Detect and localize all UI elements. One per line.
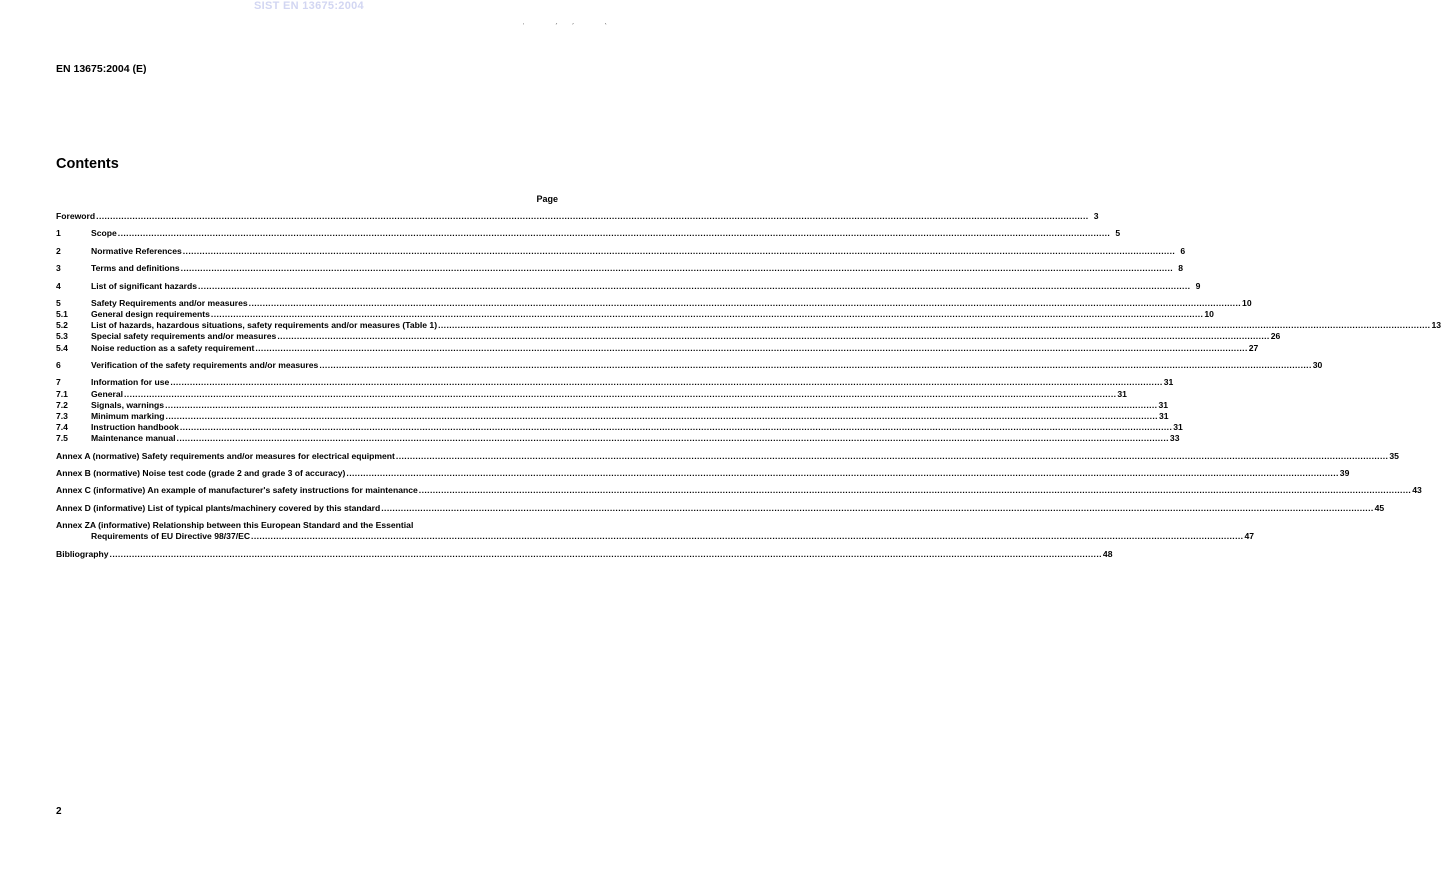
toc-group <box>56 297 1441 354</box>
toc-entry-title: Verification of the safety requirements and/or measures <box>91 360 319 370</box>
toc-entry-title: Normative References <box>91 245 182 256</box>
toc-entry[interactable] <box>56 360 1323 371</box>
toc-entry[interactable] <box>56 502 1385 514</box>
toc-group <box>56 228 1121 239</box>
toc-entry[interactable] <box>56 388 1127 400</box>
scan-specks: ˌ ˏˏ ˎ <box>522 16 622 25</box>
toc-group <box>56 245 1186 257</box>
toc-entry[interactable] <box>56 331 1281 342</box>
toc-entry-number: 5 <box>56 297 61 308</box>
toc-entry-title: Annex A (normative) Safety requirements and/or measures for electrical equipment <box>56 450 395 461</box>
toc-group <box>56 468 1350 479</box>
toc-entry-page: 6 <box>1180 245 1186 256</box>
toc-entry-page: 31 <box>1158 399 1169 410</box>
toc-entry[interactable] <box>56 399 1169 411</box>
toc-entry-number: 7.1 <box>56 388 68 399</box>
toc-entry-title: Information for use <box>91 377 170 388</box>
toc-entry-page: 10 <box>1204 309 1214 320</box>
toc-entry[interactable] <box>56 211 1099 222</box>
toc-entry-page: 39 <box>1339 468 1350 479</box>
toc-entry-page: 3 <box>1093 211 1099 221</box>
toc-leader-dots <box>251 531 1243 542</box>
toc-entry[interactable] <box>56 342 1259 354</box>
toc-entry-number: 7.5 <box>56 433 68 444</box>
toc-entry-title: Minimum marking <box>91 410 165 421</box>
toc-group <box>56 263 1184 274</box>
toc-entry[interactable] <box>56 410 1169 422</box>
toc-entry[interactable] <box>56 485 1422 496</box>
watermark: SIST EN 13675:2004 <box>254 0 364 12</box>
toc-entry-number: 4 <box>56 280 61 291</box>
toc-group <box>56 280 1201 292</box>
toc-leader-dots <box>211 309 1203 320</box>
toc-entry-number: 3 <box>56 263 61 274</box>
toc-entry-page: 30 <box>1312 360 1323 370</box>
toc-leader-dots <box>255 343 1247 354</box>
toc-entry-number: 1 <box>56 228 61 239</box>
toc-entry-number: 5.3 <box>56 331 68 342</box>
toc-entry-page: 13 <box>1431 320 1441 331</box>
toc-entry-page: 31 <box>1163 377 1174 388</box>
toc-leader-dots <box>419 485 1411 496</box>
toc-entry-title: Foreword <box>56 211 96 221</box>
toc-leader-dots <box>166 411 1158 422</box>
toc-leader-dots <box>124 389 1116 400</box>
toc-leader-dots <box>110 549 1102 560</box>
toc-entry-title: Instruction handbook <box>91 422 179 433</box>
toc-entry-title: Annex B (normative) Noise test code (grade 2 and grade 3 of accuracy) <box>56 468 346 479</box>
toc-entry[interactable] <box>56 228 1121 239</box>
toc-leader-dots <box>183 246 1175 257</box>
toc-entry[interactable] <box>56 468 1350 479</box>
toc-group <box>56 485 1422 496</box>
toc-entry-number: 7.4 <box>56 422 68 433</box>
toc-leader-dots <box>181 263 1173 274</box>
toc-leader-dots <box>198 281 1190 292</box>
toc-entry-title: Special safety requirements and/or measures <box>91 331 277 342</box>
toc-leader-dots <box>438 320 1430 331</box>
toc-entry-number: 5.4 <box>56 342 68 353</box>
toc-leader-dots <box>319 360 1311 371</box>
toc-entry-title: Annex D (informative) List of typical plants/machinery covered by this standard <box>56 502 381 513</box>
toc-entry-title: Signals, warnings <box>91 399 165 410</box>
toc-group <box>56 360 1323 371</box>
toc-entry-page: 45 <box>1374 502 1385 513</box>
toc-entry-number: 7 <box>56 377 61 388</box>
toc-entry-annex-za-line2[interactable] <box>56 531 1254 542</box>
toc-entry-number: 7.3 <box>56 410 68 421</box>
toc-entry[interactable] <box>56 245 1186 257</box>
toc-entry-page: 43 <box>1412 485 1422 496</box>
contents-title: Contents <box>56 156 119 172</box>
toc-leader-dots <box>180 422 1172 433</box>
toc-entry-title: Terms and definitions <box>91 263 180 274</box>
toc-leader-dots <box>277 331 1269 342</box>
toc-entry-number: 5.2 <box>56 320 68 331</box>
toc-group <box>56 211 1099 222</box>
toc-entry[interactable] <box>56 320 1441 331</box>
toc-entry[interactable] <box>56 297 1252 309</box>
toc-group <box>56 502 1385 514</box>
toc-entry-page: 48 <box>1102 548 1113 559</box>
toc-entry-title: Scope <box>91 228 117 239</box>
toc-entry-page: 10 <box>1242 297 1252 308</box>
toc-entry-number: 5.1 <box>56 309 68 320</box>
toc-entry-title: Noise reduction as a safety requirement <box>91 342 255 353</box>
page-column-header: Page <box>536 194 558 204</box>
toc-group <box>56 450 1399 462</box>
toc-group <box>56 377 1183 444</box>
toc-entry-number: 2 <box>56 245 61 256</box>
toc-entry-page: 31 <box>1158 410 1169 421</box>
toc-entry-page: 31 <box>1117 388 1127 399</box>
toc-leader-dots <box>177 433 1169 444</box>
toc-entry[interactable] <box>56 263 1184 274</box>
toc-entry-page: 8 <box>1178 263 1184 274</box>
toc-leader-dots <box>396 451 1388 462</box>
toc-entry-title: Annex C (informative) An example of manufacturer's safety instructions for maintenance <box>56 485 418 496</box>
toc-entry-title: General design requirements <box>91 309 210 320</box>
toc-entry-page: 27 <box>1248 342 1259 353</box>
toc-entry-page: 47 <box>1244 531 1254 542</box>
toc-entry-page: 31 <box>1173 422 1183 433</box>
toc-entry-title: Bibliography <box>56 548 109 559</box>
toc-leader-dots <box>170 377 1162 388</box>
toc-leader-dots <box>118 228 1110 239</box>
toc-leader-dots <box>165 400 1157 411</box>
toc-entry-title: Maintenance manual <box>91 433 176 444</box>
document-id-header: EN 13675:2004 (E) <box>56 63 147 75</box>
toc-entry-page: 33 <box>1169 433 1180 444</box>
toc-group-bibliography <box>56 548 1113 560</box>
toc-entry-number: 6 <box>56 360 61 370</box>
toc-entry-title: General <box>91 388 124 399</box>
toc-entry-bibliography[interactable] <box>56 548 1113 560</box>
toc-entry-page: 9 <box>1195 280 1201 291</box>
toc-entry-title: List of hazards, hazardous situations, safety requirements and/or measures (Table 1) <box>91 320 438 331</box>
toc-entry-page: 5 <box>1115 228 1121 239</box>
toc-entry[interactable] <box>56 377 1174 388</box>
toc-leader-dots <box>381 503 1373 514</box>
toc-entry-title: Safety Requirements and/or measures <box>91 297 248 308</box>
toc-group-annex-za <box>56 520 1254 542</box>
toc-entry-title: Requirements of EU Directive 98/37/EC <box>91 531 251 542</box>
toc-leader-dots <box>249 298 1241 309</box>
toc-entry[interactable] <box>56 450 1399 462</box>
toc-entry-page: 26 <box>1270 331 1281 342</box>
footer-page-number: 2 <box>56 806 62 817</box>
toc-entry[interactable] <box>56 309 1214 320</box>
toc-leader-dots <box>346 468 1338 479</box>
toc-entry-annex-za-line1[interactable] <box>56 520 558 531</box>
toc-leader-dots <box>96 211 1088 222</box>
toc-entry-page: 35 <box>1389 450 1399 461</box>
toc-entry[interactable] <box>56 280 1201 292</box>
toc-entry[interactable] <box>56 422 1183 433</box>
toc-entry-title: Annex ZA (informative) Relationship between this European Standard and the Essential <box>56 520 414 531</box>
toc-entry-title: List of significant hazards <box>91 280 198 291</box>
table-of-contents <box>56 211 1441 566</box>
toc-entry-number: 7.2 <box>56 399 68 410</box>
toc-entry[interactable] <box>56 433 1180 444</box>
